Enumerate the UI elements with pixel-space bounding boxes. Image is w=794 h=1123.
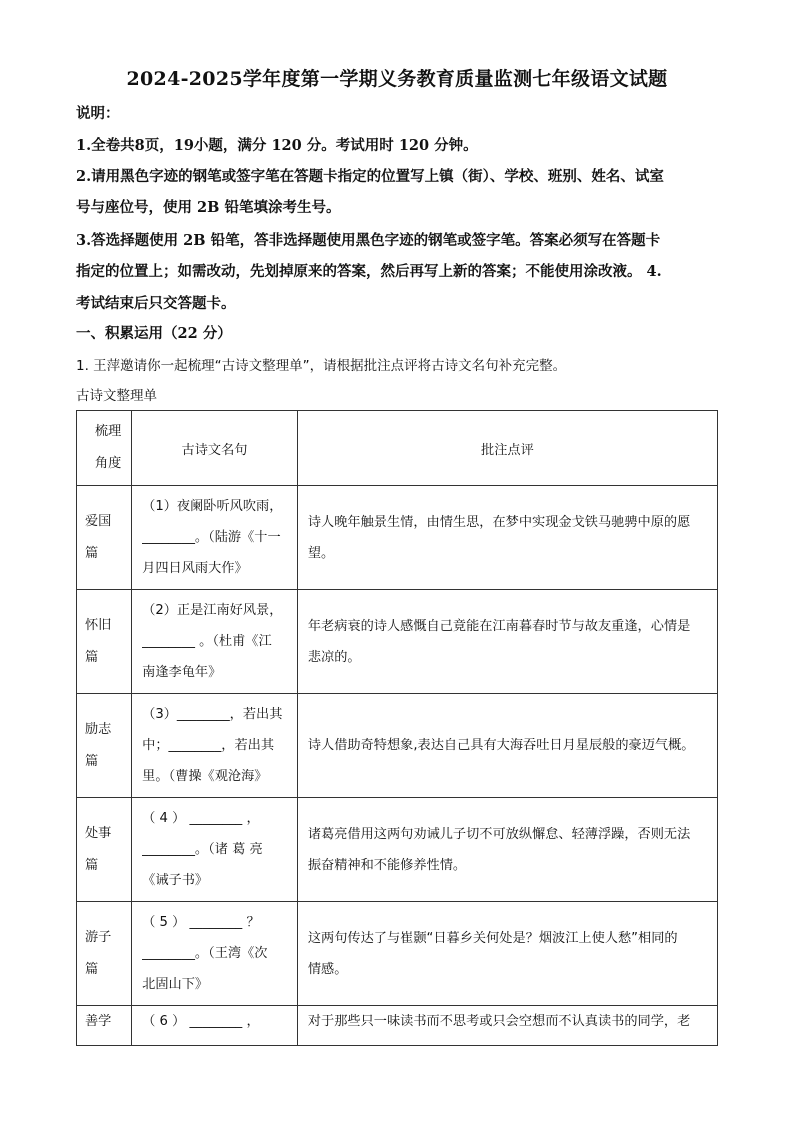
- instruction-line: 2.请用黑色字迹的钢笔或签字笔在答题卡指定的位置写上镇（街）、学校、班别、姓名、试室: [76, 168, 664, 185]
- table-row: [77, 486, 718, 590]
- header-category: [77, 411, 132, 486]
- verse-blank-line: （ 5 ） ________ ？: [142, 915, 260, 930]
- verse-blank-line: ________。（陆游《十一: [142, 530, 281, 545]
- row-comment: [297, 590, 717, 694]
- page-title: 2024-2025学年度第一学期义务教育质量监测七年级语文试题: [126, 68, 668, 90]
- section-heading: 一、积累运用（22 分）: [76, 325, 232, 342]
- category-text: 篇: [85, 753, 99, 769]
- comment-line: 诗人借助奇特想象,表达自己具有大海吞吐日月星辰般的豪迈气概。: [307, 738, 695, 753]
- verse-line: 《诫子书》: [142, 873, 209, 888]
- comment-line: 望。: [307, 545, 335, 561]
- table-header-row: [77, 411, 718, 486]
- row-category: [77, 1006, 132, 1046]
- row-verse: [132, 590, 298, 694]
- verse-blank-line: ________。（王湾《次: [142, 946, 268, 961]
- category-text: 处事: [85, 825, 112, 841]
- row-comment: [297, 1006, 717, 1046]
- header-category-line1: 梳理: [94, 424, 122, 439]
- table-row: [77, 1006, 718, 1046]
- comment-line: 悲凉的。: [307, 649, 361, 665]
- row-verse: [132, 798, 298, 902]
- row-comment: [297, 902, 717, 1006]
- instruction-line: 1.全卷共8页，19小题，满分 120 分。考试用时 120 分钟。: [76, 137, 478, 154]
- verse-blank-line: （ 4 ） ________ ，: [142, 811, 260, 826]
- row-category: [77, 486, 132, 590]
- category-text: 励志: [85, 721, 112, 737]
- instruction-line: 考试结束后只交答题卡。: [76, 295, 236, 312]
- comment-line: 年老病衰的诗人感慨自己竟能在江南暮春时节与故友重逢，心情是: [307, 618, 691, 634]
- verse-line: 北固山下》: [142, 977, 209, 992]
- category-text: 怀旧: [85, 617, 112, 633]
- comment-line: 诸葛亮借用这两句劝诫儿子切不可放纵懈怠、轻薄浮躁，否则无法: [307, 826, 691, 842]
- question-1-prompt: 1. 王萍邀请你一起梳理“古诗文整理单”，请根据批注点评将古诗文名句补充完整。: [76, 358, 567, 374]
- category-text: 篇: [85, 545, 99, 561]
- category-text: 篇: [85, 961, 99, 977]
- comment-line: 这两句传达了与崔颢“日暮乡关何处是？烟波江上使人愁”相同的: [307, 930, 678, 946]
- category-text: 善学: [85, 1014, 112, 1029]
- row-category: [77, 798, 132, 902]
- category-text: 游子: [85, 929, 112, 945]
- comment-line: 诗人晚年触景生情，由情生思，在梦中实现金戈铁马驰骋中原的愿: [307, 514, 691, 530]
- verse-blank-line: 中；________，若出其: [142, 738, 275, 753]
- row-verse: [132, 486, 298, 590]
- category-text: 篇: [85, 649, 99, 665]
- row-verse: [132, 902, 298, 1006]
- table-row: [77, 902, 718, 1006]
- instruction-line: 3.答选择题使用 2B 铅笔，答非选择题使用黑色字迹的钢笔或签字笔。答案必须写在答题卡: [76, 232, 661, 249]
- row-verse: [132, 694, 298, 798]
- category-text: 篇: [85, 857, 99, 873]
- table-caption: 古诗文整理单: [76, 388, 157, 404]
- verse-line: 月四日风雨大作》: [142, 561, 248, 576]
- verse-line: （2）正是江南好风景，: [142, 603, 283, 618]
- row-verse: [132, 1006, 298, 1046]
- verse-blank-line: （ 6 ） ________ ，: [142, 1014, 260, 1029]
- comment-line: 情感。: [307, 961, 348, 977]
- verse-line: 里。（曹操《观沧海》: [142, 769, 268, 784]
- poem-table: [76, 410, 718, 1046]
- verse-line: 南逢李龟年》: [142, 665, 222, 680]
- comment-line: 振奋精神和不能修养性情。: [307, 857, 467, 873]
- verse-blank-line: （3）________，若出其: [142, 707, 283, 722]
- row-comment: [297, 798, 717, 902]
- instructions-heading: 说明：: [76, 105, 120, 122]
- verse-line: （1）夜阑卧听风吹雨，: [142, 499, 283, 514]
- row-comment: [297, 486, 717, 590]
- row-comment: [297, 694, 717, 798]
- instruction-line: 指定的位置上；如需改动，先划掉原来的答案，然后再写上新的答案；不能使用涂改液。 4.: [76, 263, 662, 280]
- row-category: [77, 694, 132, 798]
- row-category: [77, 902, 132, 1006]
- row-category: [77, 590, 132, 694]
- table-row: [77, 590, 718, 694]
- verse-blank-line: ________ 。（杜甫《江: [142, 634, 272, 649]
- header-comment: 批注点评: [297, 411, 717, 486]
- header-verse: 古诗文名句: [132, 411, 298, 486]
- header-category-line2: 角度: [94, 456, 122, 471]
- table-row: [77, 798, 718, 902]
- comment-line: 对于那些只一味读书而不思考或只会空想而不认真读书的同学，老: [307, 1014, 691, 1029]
- verse-blank-line: ________。（诸 葛 亮: [142, 842, 263, 857]
- table-row: [77, 694, 718, 798]
- instruction-line: 号与座位号，使用 2B 铅笔填涂考生号。: [76, 199, 341, 216]
- category-text: 爱国: [85, 513, 112, 529]
